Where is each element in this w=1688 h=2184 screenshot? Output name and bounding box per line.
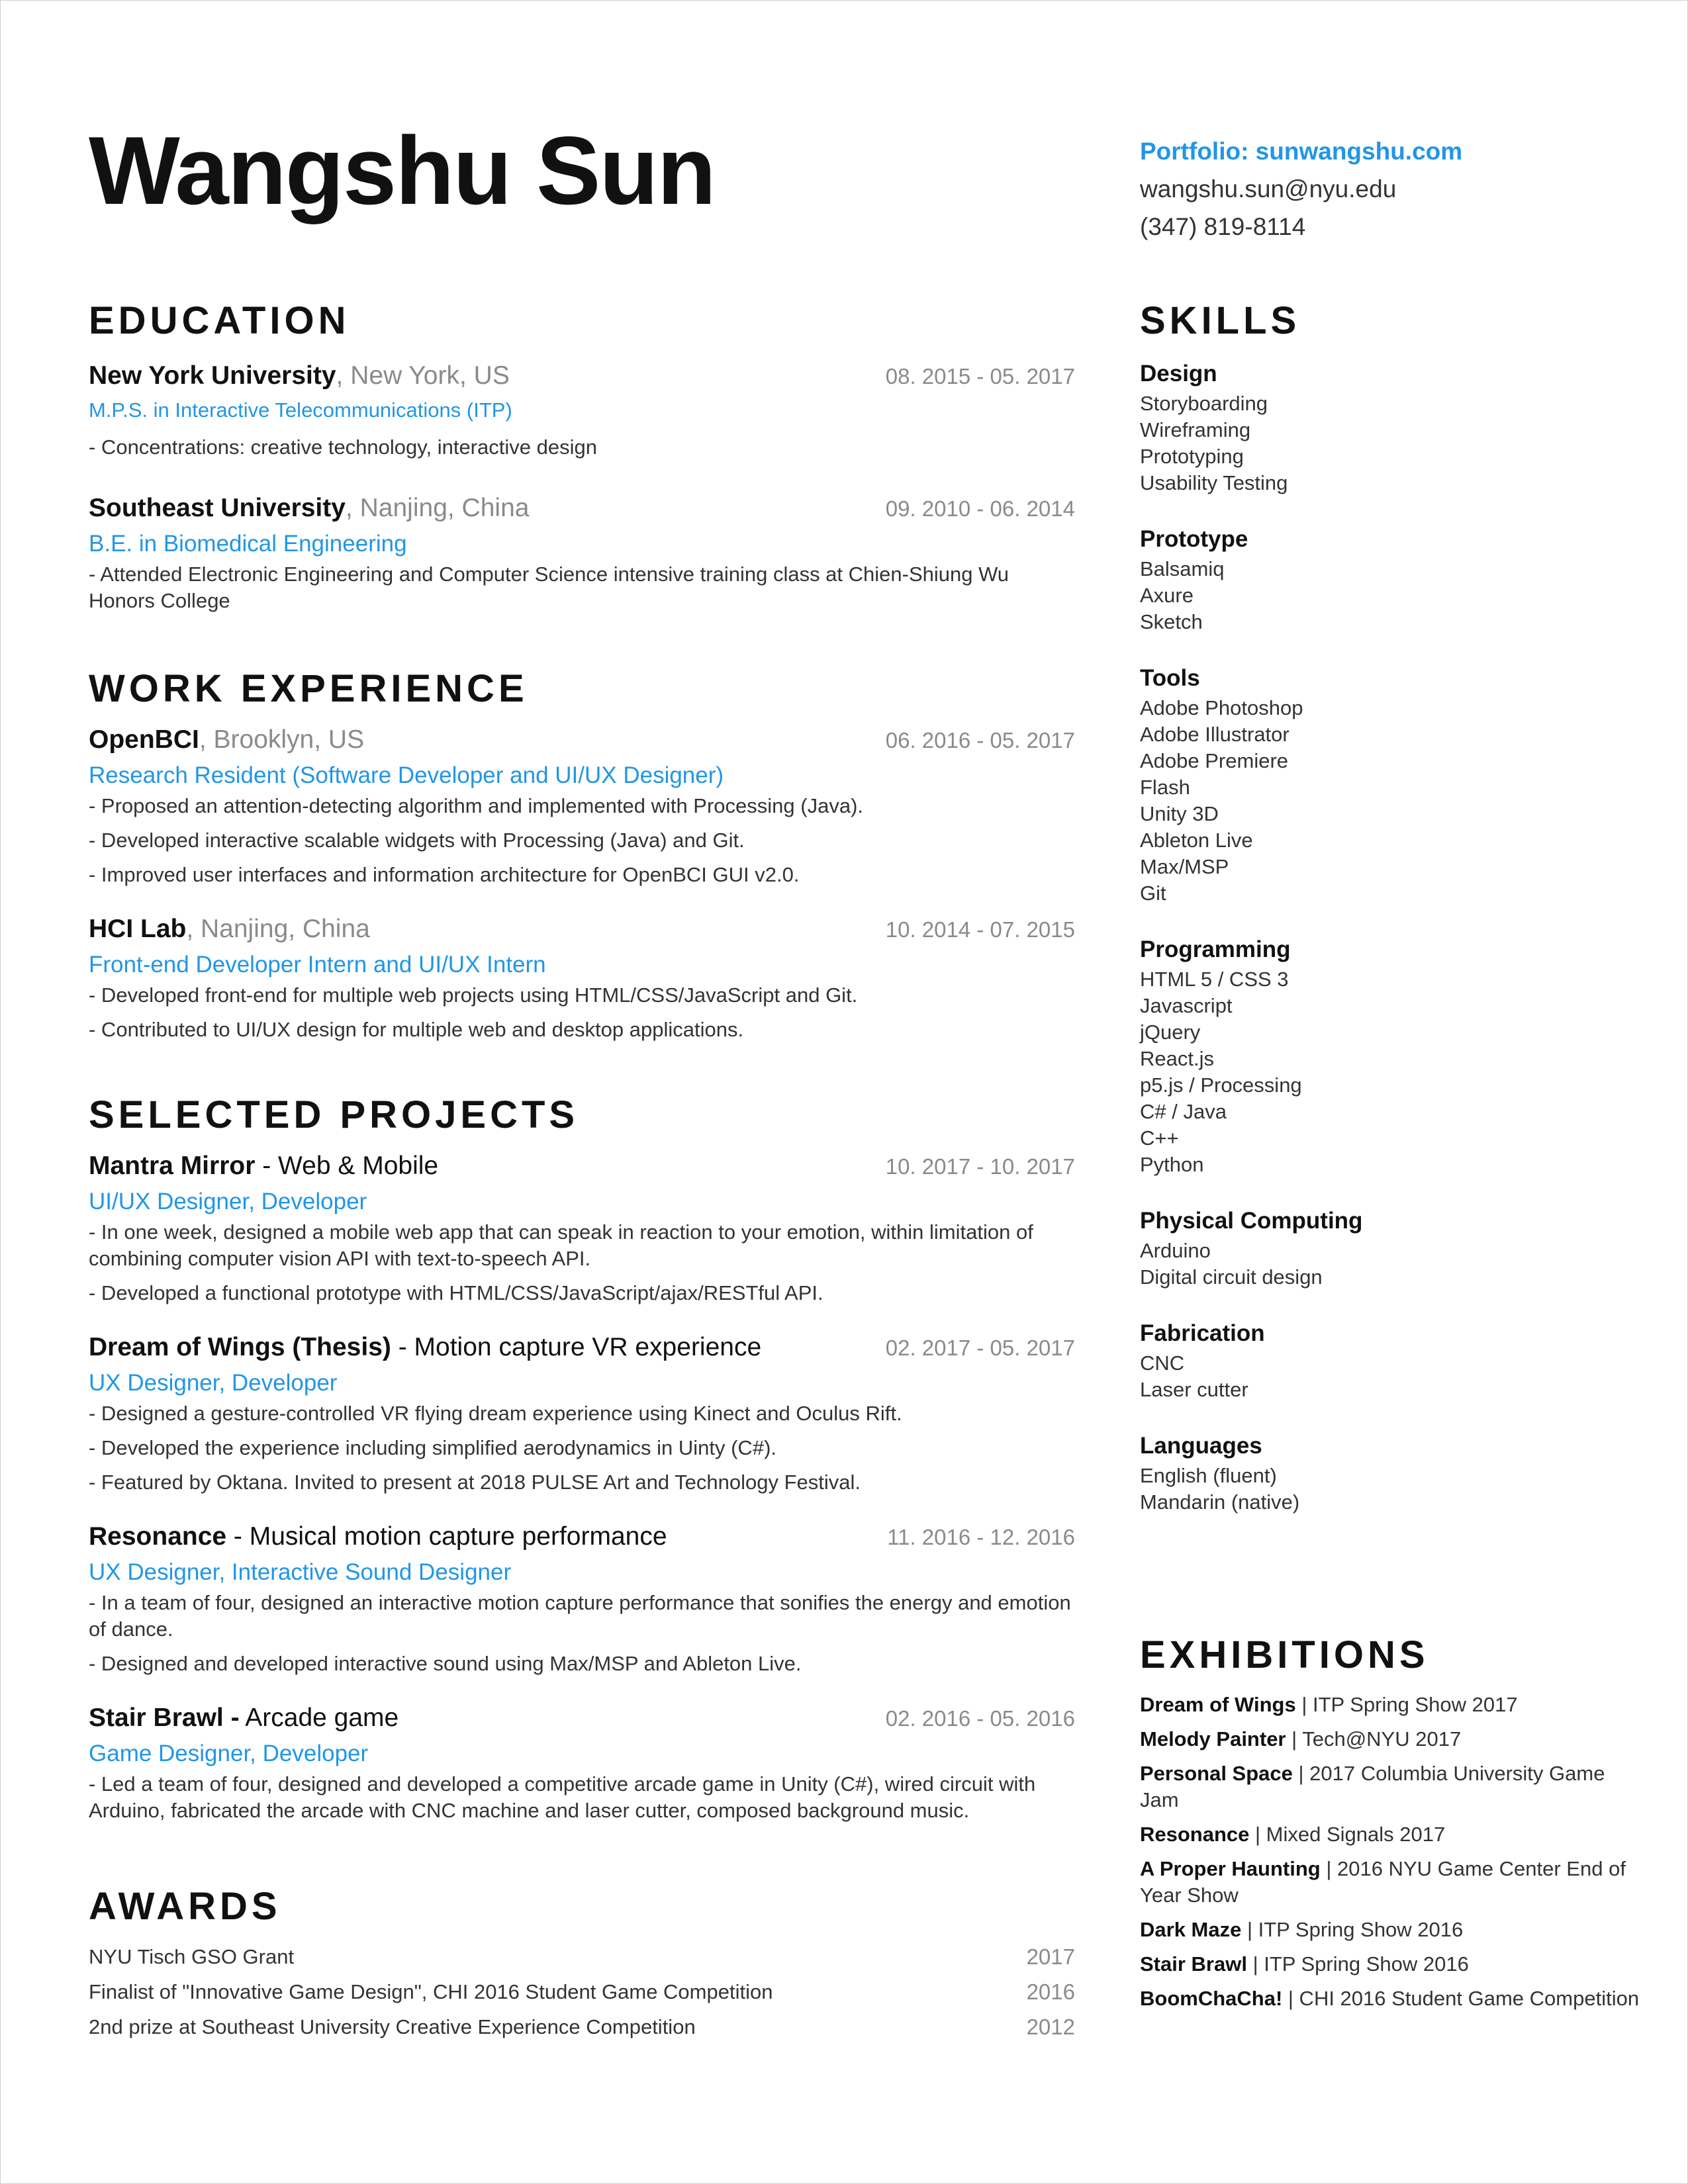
entry-place: , Brooklyn, US [199,725,365,754]
skill-group-design [1140,357,1643,496]
award-year: 2012 [1026,2015,1075,2039]
entry-date: 10. 2017 - 10. 2017 [885,1154,1075,1179]
skill-item: p5.js / Processing [1140,1073,1302,1097]
entry-bullet: - Developed front-end for multiple web projects using HTML/CSS/JavaScript and Git. [89,983,858,1007]
section-title-awards: AWARDS [89,1885,281,1928]
section-title-education: EDUCATION [89,299,350,342]
entry-date: 09. 2010 - 06. 2014 [885,496,1075,521]
exhibition-name: A Proper Haunting [1140,1857,1321,1880]
exhibition-item [1140,1917,1643,1943]
exhibition-name: Dark Maze [1140,1918,1242,1941]
entry-bullet: - Concentrations: creative technology, interactive design [89,435,597,459]
skill-group-languages [1140,1430,1643,1516]
skill-item: Mandarin (native) [1140,1490,1300,1514]
work-entry [89,911,1075,1043]
skill-item: Unity 3D [1140,802,1219,825]
project-entry [89,1148,1075,1306]
skill-item: HTML 5 / CSS 3 [1140,968,1289,991]
exhibition-item [1140,1856,1643,1909]
entry-bullet: - Featured by Oktana. Invited to present at 2018 PULSE Art and Technology Festival. [89,1471,861,1494]
entry-bullet: - In one week, designed a mobile web app that can speak in reaction to your emotion, within limitation of combining computer vision API with text-to-speech API. [89,1220,1033,1270]
skill-group-tools [1140,662,1643,907]
skill-category: Physical Computing [1140,1208,1363,1234]
skill-item: C++ [1140,1126,1179,1150]
exhibition-venue: | 2016 NYU Game Center End of Year Show [1140,1857,1626,1907]
exhibition-item [1140,1951,1643,1978]
skill-item: Usability Testing [1140,471,1288,494]
entry-place: , Nanjing, China [345,494,530,522]
entry-role: B.E. in Biomedical Engineering [89,531,407,557]
award-item [89,1939,1075,1974]
exhibition-item [1140,1821,1643,1848]
award-year: 2016 [1026,1979,1075,2004]
project-name: Mantra Mirror [89,1152,256,1180]
project-kind: - Web & Mobile [255,1152,439,1180]
entry-date: 02. 2016 - 05. 2016 [885,1706,1075,1731]
skill-category: Fabrication [1140,1320,1265,1346]
education-entry [89,490,1075,614]
entry-bullet: - Designed a gesture-controlled VR flying dream experience using Kinect and Oculus Rift. [89,1402,902,1425]
skill-item: CNC [1140,1351,1185,1375]
entry-place: , Nanjing, China [186,915,370,943]
project-entry [89,1329,1075,1496]
project-name: Stair Brawl - [89,1704,240,1732]
exhibition-item [1140,1760,1643,1813]
skill-category: Prototype [1140,526,1248,552]
skill-item: Adobe Photoshop [1140,696,1303,719]
entry-date: 06. 2016 - 05. 2017 [885,728,1075,752]
resume-name: Wangshu Sun [89,116,715,224]
entry-bullet: - Attended Electronic Engineering and Computer Science intensive training class at Chien-Shiung Wu Honors College [89,563,1009,612]
entry-bullet: - Proposed an attention-detecting algorithm and implemented with Processing (Java). [89,794,864,817]
skill-category: Languages [1140,1433,1262,1459]
entry-role: UX Designer, Interactive Sound Designer [89,1559,512,1585]
exhibition-venue: | Tech@NYU 2017 [1286,1727,1462,1751]
exhibition-venue: | Mixed Signals 2017 [1249,1823,1446,1846]
section-title-skills: SKILLS [1140,299,1301,342]
entry-bullet: - Developed a functional prototype with HTML/CSS/JavaScript/ajax/RESTful API. [89,1281,823,1304]
entry-role: Front-end Developer Intern and UI/UX Intern [89,952,546,978]
skill-group-fabrication [1140,1317,1643,1403]
skill-item: C# / Java [1140,1100,1227,1123]
project-entry [89,1518,1075,1677]
entry-bullet: - Improved user interfaces and information architecture for OpenBCI GUI v2.0. [89,863,800,886]
skill-category: Programming [1140,936,1291,962]
entry-date: 10. 2014 - 07. 2015 [885,917,1075,942]
project-kind: - Musical motion capture performance [226,1522,667,1551]
work-entry [89,721,1075,888]
exhibition-item [1140,1692,1643,1718]
entry-bullet: - Contributed to UI/UX design for multiple web and desktop applications. [89,1018,744,1041]
exhibition-name: BoomChaCha! [1140,1987,1283,2010]
section-title-work: WORK EXPERIENCE [89,667,528,710]
exhibition-name: Melody Painter [1140,1727,1286,1751]
project-kind: Arcade game [239,1704,399,1732]
exhibition-item [1140,1985,1643,2012]
skill-item: jQuery [1140,1021,1201,1044]
skill-item: Flash [1140,776,1190,799]
entry-date: 02. 2017 - 05. 2017 [885,1336,1075,1360]
skill-group-physical-computing [1140,1205,1643,1291]
exhibition-name: Dream of Wings [1140,1693,1296,1716]
skill-item: Storyboarding [1140,392,1268,415]
entry-role: M.P.S. in Interactive Telecommunications (ITP) [89,398,512,422]
entry-bullet: - In a team of four, designed an interactive motion capture performance that sonifies the energy and emotion of dance. [89,1591,1071,1641]
entry-role: UI/UX Designer, Developer [89,1189,367,1214]
skill-item: Prototyping [1140,445,1244,468]
section-title-exhibitions: EXHIBITIONS [1140,1633,1429,1676]
skill-item: Adobe Premiere [1140,749,1289,772]
exhibition-name: Resonance [1140,1823,1250,1846]
exhibition-name: Stair Brawl [1140,1952,1247,1976]
contact-block [1140,132,1643,246]
exhibition-name: Personal Space [1140,1762,1293,1785]
entry-date: 08. 2015 - 05. 2017 [885,364,1075,388]
section-title-projects: SELECTED PROJECTS [89,1093,579,1136]
skill-item: Arduino [1140,1239,1211,1262]
skill-item: Laser cutter [1140,1378,1248,1401]
skill-item: React.js [1140,1047,1214,1070]
entry-date: 11. 2016 - 12. 2016 [887,1525,1075,1549]
skill-item: Git [1140,882,1166,905]
exhibition-venue: | ITP Spring Show 2016 [1241,1918,1464,1941]
award-text: NYU Tisch GSO Grant [89,1945,295,1968]
entry-bullet: - Designed and developed interactive sound using Max/MSP and Ableton Live. [89,1652,802,1675]
skill-item: English (fluent) [1140,1464,1277,1487]
project-kind: - Motion capture VR experience [391,1333,762,1361]
entry-bullet: - Developed interactive scalable widgets with Processing (Java) and Git. [89,829,745,852]
skill-item: Digital circuit design [1140,1265,1323,1289]
skill-item: Wireframing [1140,418,1251,441]
award-item [89,1974,1075,2009]
exhibition-venue: | ITP Spring Show 2017 [1295,1693,1518,1716]
skills-column [1140,357,1643,1542]
entry-org: Southeast University [89,494,346,522]
project-entry [89,1700,1075,1824]
exhibitions-list [1140,1692,1643,2020]
project-name: Resonance [89,1522,227,1551]
entry-org: OpenBCI [89,725,199,754]
award-text: Finalist of "Innovative Game Design", CHI 2016 Student Game Competition [89,1980,773,2003]
entry-role: Research Resident (Software Developer and UI/UX Designer) [89,762,724,788]
award-item [89,2009,1075,2044]
skill-category: Tools [1140,665,1200,691]
skill-category: Design [1140,361,1217,387]
exhibition-venue: | 2017 Columbia University Game Jam [1140,1762,1605,1811]
skill-item: Sketch [1140,610,1203,633]
phone: (347) 819-8114 [1140,213,1306,240]
skill-item: Python [1140,1153,1204,1176]
entry-role: UX Designer, Developer [89,1370,338,1396]
skill-item: Ableton Live [1140,829,1253,852]
award-year: 2017 [1026,1944,1075,1969]
education-entry [89,357,1075,461]
exhibition-venue: | CHI 2016 Student Game Competition [1282,1987,1640,2010]
skill-group-programming [1140,933,1643,1178]
entry-org: New York University [89,361,336,390]
entry-role: Game Designer, Developer [89,1741,369,1766]
skill-item: Axure [1140,584,1194,607]
entry-bullet: - Led a team of four, designed and developed a competitive arcade game in Unity (C#), wired circuit with Arduino, fabricated the arcade with CNC machine and laser cutter, composed background music. [89,1772,1036,1822]
entry-bullet: - Developed the experience including simplified aerodynamics in Uinty (C#). [89,1436,776,1459]
project-name: Dream of Wings (Thesis) [89,1333,391,1361]
skill-item: Max/MSP [1140,855,1229,878]
award-text: 2nd prize at Southeast University Creative Experience Competition [89,2015,696,2038]
skill-group-prototype [1140,523,1643,635]
skill-item: Balsamiq [1140,557,1225,580]
portfolio-link[interactable]: Portfolio: sunwangshu.com [1140,138,1463,165]
entry-place: , New York, US [336,361,510,390]
entry-org: HCI Lab [89,915,187,943]
exhibition-item [1140,1726,1643,1752]
awards-list [89,1939,1075,2044]
email[interactable]: wangshu.sun@nyu.edu [1140,175,1397,203]
skill-item: Adobe Illustrator [1140,723,1289,746]
skill-item: Javascript [1140,994,1233,1017]
exhibition-venue: | ITP Spring Show 2016 [1246,1952,1469,1976]
